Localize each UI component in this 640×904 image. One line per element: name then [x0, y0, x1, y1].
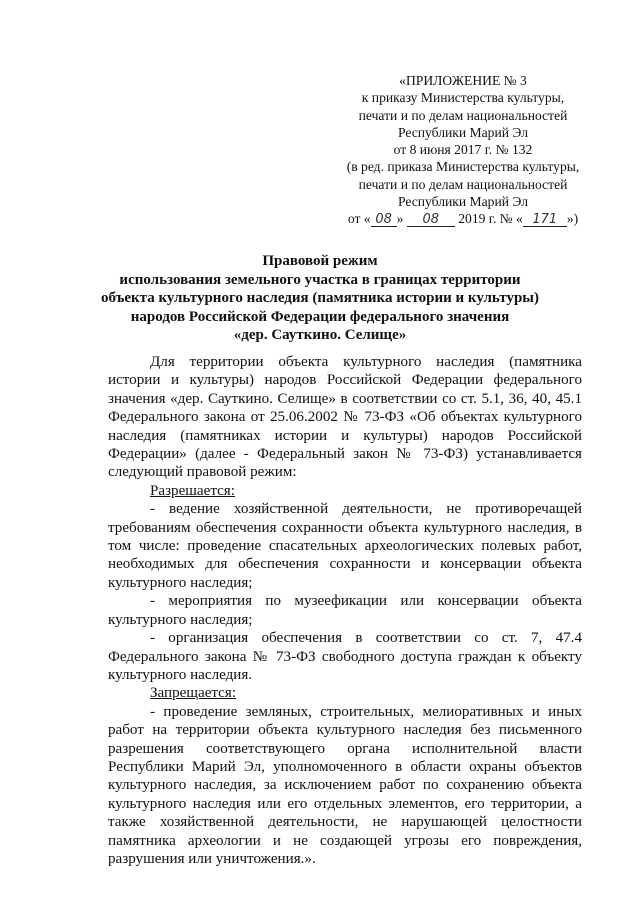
title-line: Правовой режим: [262, 253, 378, 269]
header-line: (в ред. приказа Министерства культуры,: [346, 159, 580, 175]
header-line: к приказу Министерства культуры,: [361, 90, 565, 106]
document-body: [108, 353, 582, 868]
intro-paragraph: Для территории объекта культурного наследия (памятника истории и культуры) народов Российской Федерации федерального значения «дер. Сауткино. Селище» в соответствии со ст. 5.1, 36, 40, 45.1 Федерального закона от 25.06.2002 № 73-ФЗ «Об объектах культурного наследия (памятниках истории и культуры) народов Российской Федерации» (далее - Федеральный закон № 73-ФЗ) устанавливается следующий правовой режим:: [108, 354, 582, 481]
title-line: народов Российской Федерации федерального значения: [130, 308, 510, 325]
allowed-item: - мероприятия по музеефикации или консервации объекта культурного наследия;: [108, 593, 582, 628]
document-title: [60, 252, 580, 345]
handwritten-month: 08: [407, 213, 455, 227]
date-mid1: »: [396, 211, 404, 227]
appendix-header: [338, 72, 588, 228]
header-line: Республики Марий Эл: [397, 124, 529, 140]
allowed-item: - организация обеспечения в соответствии со ст. 7, 47.4 Федерального закона № 73-ФЗ свободного доступа граждан к объекту культурного наследия.: [108, 630, 582, 683]
date-mid2: 2019 г. № «: [458, 211, 523, 227]
forbidden-heading: Запрещается:: [150, 685, 237, 702]
handwritten-day: 08: [371, 213, 397, 227]
handwritten-number: 171: [523, 213, 567, 227]
title-line: «дер. Сауткино. Селище»: [233, 327, 407, 344]
forbidden-heading-wrap: [108, 684, 582, 702]
header-line: печати и по делам национальностей: [358, 107, 568, 123]
allowed-item: - ведение хозяйственной деятельности, не противоречащей требованиям обеспечения сохранности объекта культурного наследия, в том числе: проведение спасательных археологических полевых работ, необходимых для обеспечения сохранности и консервации объекта культурного наследия;: [108, 501, 582, 591]
date-suffix: »): [566, 211, 579, 227]
title-line: использования земельного участка в границах территории: [119, 271, 521, 288]
header-line: от 8 июня 2017 г. № 132: [393, 142, 533, 158]
allowed-heading: Разрешается:: [150, 482, 235, 499]
header-line: «ПРИЛОЖЕНИЕ № 3: [399, 73, 527, 88]
forbidden-item: - проведение земляных, строительных, мелиоративных и иных работ на территории объекта культурного наследия без письменного разрешения соответствующего органа исполнительной власти Республики Марий Эл, уполномоченного в области охраны объектов культурного наследия, за исключением работ по сохранению объекта культурного наследия или его отдельных элементов, его территории, а также хозяйственной деятельности, не нарушающей целостности памятника археологии и не создающей угрозы его повреждения, разрушения или уничтожения.».: [108, 703, 582, 867]
date-prefix: от «: [347, 211, 371, 227]
header-line: Республики Марий Эл: [397, 194, 529, 210]
header-line: печати и по делам национальностей: [358, 176, 568, 192]
amendment-date-line: [338, 210, 588, 227]
title-line: объекта культурного наследия (памятника истории и культуры): [100, 290, 539, 307]
allowed-heading-wrap: [108, 482, 582, 500]
